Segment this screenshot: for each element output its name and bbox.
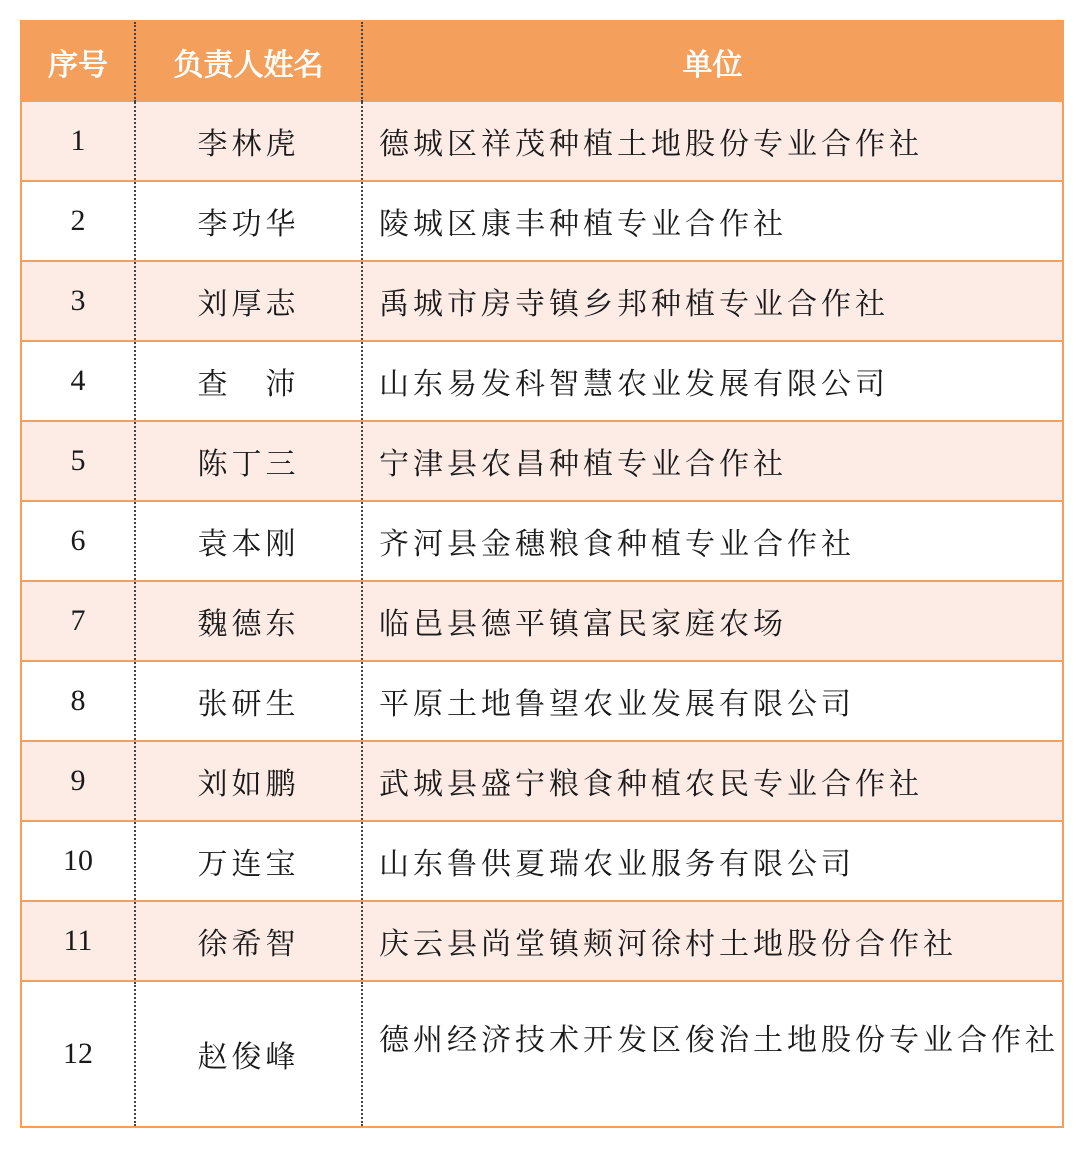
table-row	[22, 742, 1062, 822]
row-index: 4	[22, 342, 136, 420]
header-unit: 单位	[682, 48, 743, 83]
row-unit: 禹城市房寺镇乡邦种植专业合作社	[379, 287, 889, 322]
row-index: 8	[22, 662, 136, 740]
header-name: 负责人姓名	[136, 22, 363, 102]
row-unit: 山东易发科智慧农业发展有限公司	[379, 367, 889, 402]
row-index: 9	[22, 742, 136, 820]
table-row	[22, 662, 1062, 742]
table-header	[22, 22, 1062, 102]
row-name: 李功华	[136, 182, 363, 260]
row-unit: 齐河县金穗粮食种植专业合作社	[379, 527, 855, 562]
row-unit: 山东鲁供夏瑞农业服务有限公司	[379, 847, 855, 882]
row-name: 查 沛	[136, 342, 363, 420]
table-row	[22, 502, 1062, 582]
row-index: 10	[22, 822, 136, 900]
table-row	[22, 582, 1062, 662]
row-name: 魏德东	[136, 582, 363, 660]
row-name: 陈丁三	[136, 422, 363, 500]
row-unit: 德州经济技术开发区俊治土地股份专业合作社	[379, 1023, 1059, 1058]
table-row	[22, 982, 1062, 1126]
row-index: 12	[22, 982, 136, 1126]
header-index: 序号	[22, 22, 136, 102]
row-index: 6	[22, 502, 136, 580]
row-name: 徐希智	[136, 902, 363, 980]
row-unit: 宁津县农昌种植专业合作社	[379, 447, 787, 482]
row-unit: 陵城区康丰种植专业合作社	[379, 207, 787, 242]
row-unit: 平原土地鲁望农业发展有限公司	[379, 687, 855, 722]
row-unit: 武城县盛宁粮食种植农民专业合作社	[379, 767, 923, 802]
row-index: 1	[22, 102, 136, 180]
table-row	[22, 902, 1062, 982]
row-index: 11	[22, 902, 136, 980]
personnel-table	[20, 20, 1064, 1128]
row-index: 2	[22, 182, 136, 260]
row-name: 刘厚志	[136, 262, 363, 340]
row-unit: 庆云县尚堂镇颊河徐村土地股份合作社	[379, 927, 957, 962]
row-name: 刘如鹏	[136, 742, 363, 820]
table-row	[22, 262, 1062, 342]
row-index: 3	[22, 262, 136, 340]
row-name: 张研生	[136, 662, 363, 740]
row-index: 7	[22, 582, 136, 660]
row-name: 万连宝	[136, 822, 363, 900]
table-row	[22, 422, 1062, 502]
row-name: 赵俊峰	[136, 982, 363, 1126]
row-unit: 德城区祥茂种植土地股份专业合作社	[379, 127, 923, 162]
row-index: 5	[22, 422, 136, 500]
row-name: 袁本刚	[136, 502, 363, 580]
table-row	[22, 342, 1062, 422]
row-name: 李林虎	[136, 102, 363, 180]
table-row	[22, 182, 1062, 262]
row-unit: 临邑县德平镇富民家庭农场	[379, 607, 787, 642]
table-row	[22, 822, 1062, 902]
table-row	[22, 102, 1062, 182]
